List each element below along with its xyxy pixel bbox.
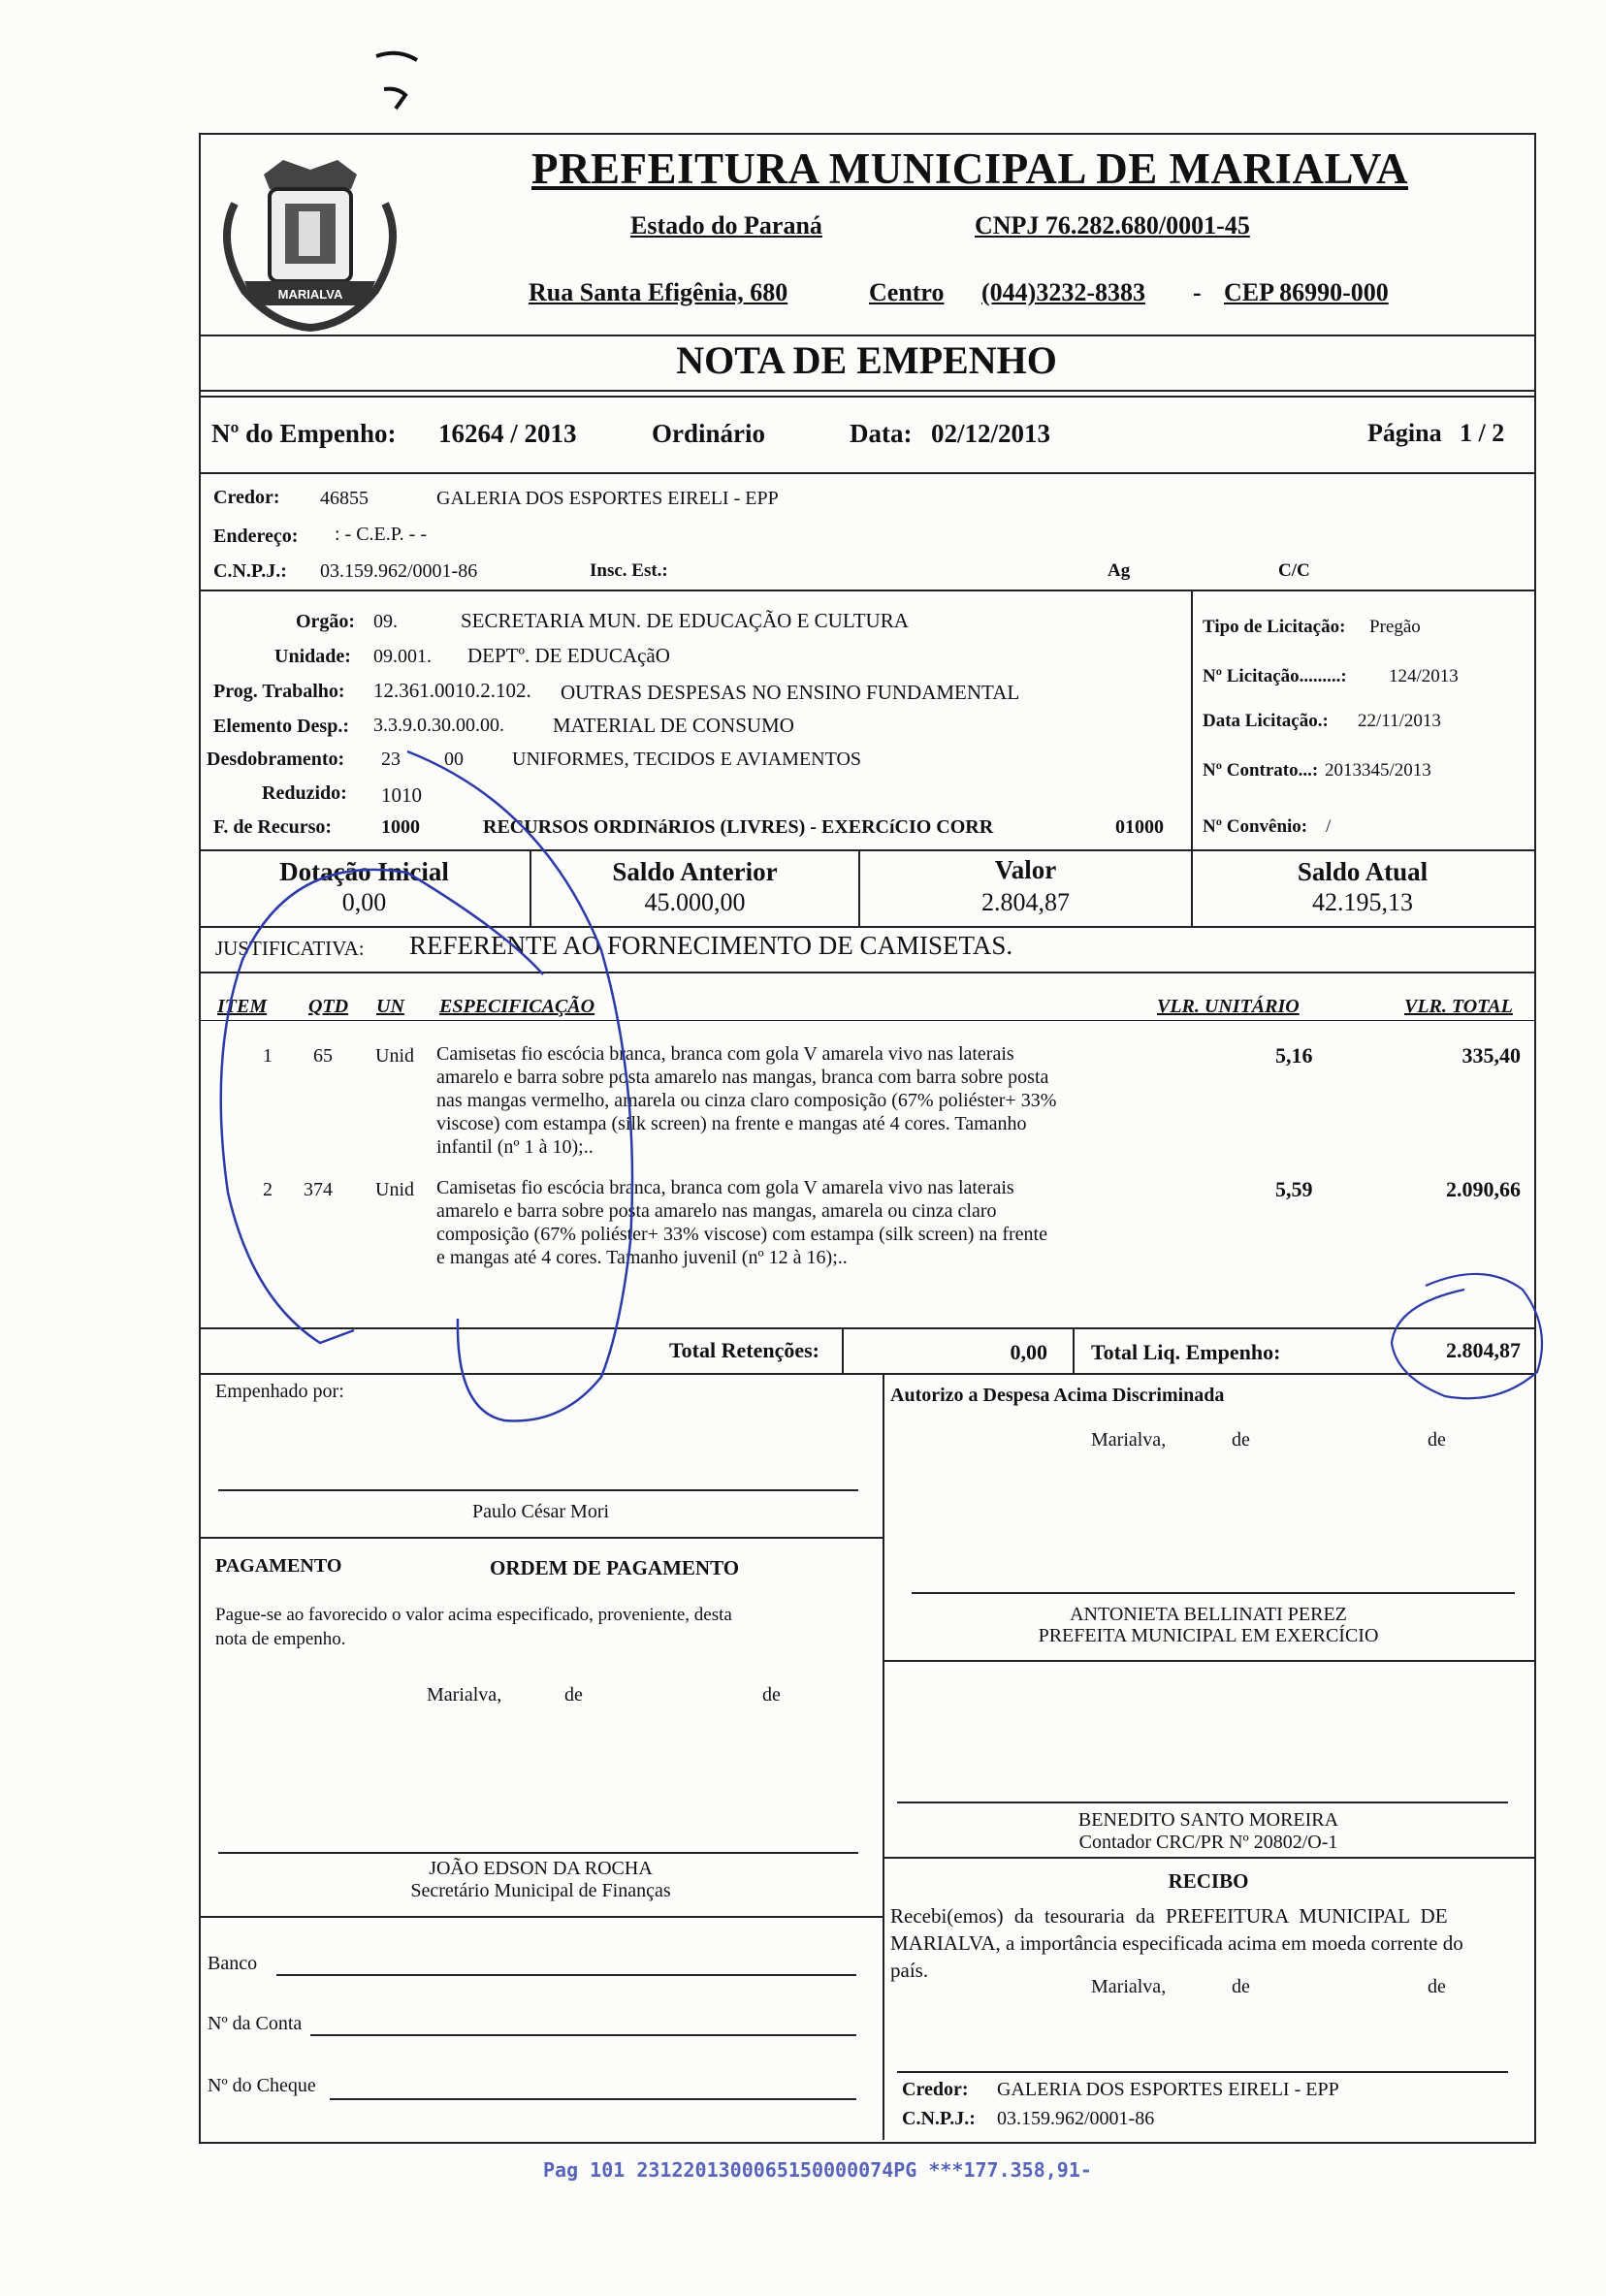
- prefeita-title: PREFEITA MUNICIPAL EM EXERCÍCIO: [1038, 1625, 1379, 1646]
- item-desc-line: amarelo e barra sobre posta amarelo nas mangas, amarela ou cinza claro: [436, 1200, 997, 1222]
- pague-de-2: de: [762, 1684, 781, 1706]
- data-licitacao-label: Data Licitação.:: [1203, 711, 1329, 731]
- header-district: Centro: [869, 278, 945, 306]
- state-name: Estado do Paraná: [630, 211, 822, 239]
- num-licitacao-value: 124/2013: [1389, 666, 1459, 686]
- credor-code: 46855: [320, 488, 369, 509]
- justificativa-label: JUSTIFICATIVA:: [215, 937, 365, 960]
- recibo-text-1: Recebi(emos) da tesouraria da PREFEITURA MUNICIPAL DE: [890, 1904, 1448, 1928]
- elemento-label: Elemento Desp.:: [213, 716, 349, 737]
- date-value: 02/12/2013: [931, 419, 1051, 448]
- item-unit: Unid: [375, 1179, 414, 1200]
- pague-text-1: Pague-se ao favorecido o valor acima especificado, proveniente, desta: [215, 1605, 732, 1625]
- pague-de-1: de: [564, 1684, 583, 1706]
- cnpj-value: 03.159.962/0001-86: [320, 560, 478, 582]
- empenhado-label: Empenhado por:: [215, 1381, 344, 1402]
- retencoes-value: 0,00: [1010, 1340, 1047, 1364]
- credor-name: GALERIA DOS ESPORTES EIRELI - EPP: [436, 488, 779, 509]
- mechanical-stamp: Pag 101 2312201300065150000074PG ***177.358,91-: [543, 2158, 1092, 2182]
- header-cep: CEP 86990-000: [1224, 278, 1389, 306]
- item-desc-line: e mangas até 4 cores. Tamanho juvenil (nº 12 à 16);..: [436, 1247, 848, 1268]
- pague-text-2: nota de empenho.: [215, 1629, 346, 1649]
- prog-code: 12.361.0010.2.102.: [373, 679, 531, 702]
- endereco-label: Endereço:: [213, 526, 299, 547]
- recurso-name: RECURSOS ORDINáRIOS (LIVRES) - EXERCíCIO CORR: [483, 816, 994, 838]
- desdobramento-label: Desdobramento:: [207, 749, 345, 770]
- orgao-label: Orgão:: [296, 611, 356, 632]
- pague-city: Marialva,: [427, 1684, 502, 1706]
- dotacao-label: Dotação Inicial: [279, 857, 449, 886]
- recurso-num: 01000: [1115, 816, 1164, 838]
- data-licitacao-value: 22/11/2013: [1358, 711, 1441, 731]
- date-label: Data:: [850, 419, 913, 448]
- item-qty: 65: [313, 1045, 333, 1067]
- item-desc-line: nas mangas vermelho, amarela ou cinza claro composição (67% poliéster+ 33%: [436, 1090, 1057, 1111]
- item-desc-line: Camisetas fio escócia branca, branca com gola V amarela vivo nas laterais: [436, 1043, 1014, 1065]
- page-label: Página: [1367, 419, 1442, 447]
- col-spec: ESPECIFICAÇÃO: [439, 996, 595, 1017]
- liq-empenho-label: Total Liq. Empenho:: [1091, 1340, 1281, 1364]
- autorizo-label: Autorizo a Despesa Acima Discriminada: [890, 1385, 1225, 1406]
- orgao-name: SECRETARIA MUN. DE EDUCAÇÃO E CULTURA: [461, 609, 909, 632]
- doc-title: NOTA DE EMPENHO: [676, 338, 1057, 382]
- elemento-code: 3.3.9.0.30.00.00.: [373, 715, 504, 736]
- cc-label: C/C: [1278, 560, 1310, 581]
- prog-label: Prog. Trabalho:: [213, 681, 345, 702]
- conta-label: Nº da Conta: [208, 2013, 303, 2034]
- col-un: UN: [376, 996, 404, 1017]
- recurso-label: F. de Recurso:: [213, 816, 333, 838]
- header-address: Rua Santa Efigênia, 680: [529, 278, 788, 306]
- empenho-type: Ordinário: [652, 419, 766, 448]
- num-licitacao-label: Nº Licitação.........:: [1203, 666, 1347, 686]
- endereco-value: : - C.E.P. - -: [335, 524, 427, 545]
- reduzido-value: 1010: [381, 783, 422, 807]
- credor-label: Credor:: [213, 487, 280, 508]
- desdobramento-code: 23: [381, 749, 401, 770]
- item-desc-line: amarelo e barra sobre posta amarelo nas mangas, branca com barra sobre posta: [436, 1067, 1049, 1088]
- prefeita-name: ANTONIETA BELLINATI PEREZ: [1070, 1604, 1347, 1625]
- elemento-name: MATERIAL DE CONSUMO: [553, 714, 794, 737]
- col-total-price: VLR. TOTAL: [1404, 996, 1513, 1017]
- saldo-atual-label: Saldo Atual: [1297, 857, 1429, 886]
- cnpj-label: C.N.P.J.:: [213, 560, 287, 582]
- cheque-label: Nº do Cheque: [208, 2075, 316, 2096]
- header-dash: -: [1193, 278, 1202, 306]
- secretario-title: Secretário Municipal de Finanças: [410, 1880, 671, 1901]
- recibo-text-2: MARIALVA, a importância especificada acima em moeda corrente do: [890, 1931, 1463, 1955]
- desdobramento-name: UNIFORMES, TECIDOS E AVIAMENTOS: [512, 749, 862, 770]
- ag-label: Ag: [1108, 560, 1131, 581]
- justificativa-text: REFERENTE AO FORNECIMENTO DE CAMISETAS.: [409, 931, 1013, 960]
- empenho-number: 16264 / 2013: [438, 419, 577, 448]
- item-total-price: 335,40: [1461, 1043, 1521, 1068]
- contador-name: BENEDITO SANTO MOREIRA: [1077, 1809, 1339, 1831]
- recibo-label: RECIBO: [1168, 1869, 1249, 1893]
- header-cnpj: CNPJ 76.282.680/0001-45: [975, 211, 1250, 239]
- dotacao-value: 0,00: [341, 888, 387, 916]
- pagamento-label: PAGAMENTO: [215, 1555, 342, 1577]
- item-desc-line: viscose) com estampa (silk screen) na frente e mangas até 4 cores. Tamanho: [436, 1113, 1027, 1134]
- convenio-label: Nº Convênio:: [1203, 816, 1308, 837]
- tipo-licitacao-label: Tipo de Licitação:: [1203, 617, 1346, 637]
- convenio-value: /: [1326, 816, 1332, 837]
- recurso-code: 1000: [381, 816, 420, 838]
- item-number: 1: [263, 1045, 273, 1067]
- unidade-name: DEPTº. DE EDUCAçãO: [467, 644, 670, 667]
- empenhado-name: Paulo César Mori: [471, 1501, 610, 1522]
- recibo-cnpj-value: 03.159.962/0001-86: [997, 2108, 1155, 2129]
- item-desc-line: Camisetas fio escócia branca, branca com gola V amarela vivo nas laterais: [436, 1177, 1014, 1198]
- unidade-label: Unidade:: [274, 646, 351, 667]
- recibo-de-1: de: [1232, 1976, 1250, 1997]
- item-unit-price: 5,16: [1275, 1043, 1313, 1068]
- svg-text:MARIALVA: MARIALVA: [277, 287, 343, 302]
- valor-label: Valor: [994, 855, 1057, 884]
- insc-label: Insc. Est.:: [590, 560, 668, 581]
- empenho-label: Nº do Empenho:: [211, 419, 397, 448]
- saldo-anterior-label: Saldo Anterior: [612, 857, 778, 886]
- page-value: 1 / 2: [1460, 419, 1505, 447]
- banco-label: Banco: [208, 1953, 258, 1974]
- autorizo-de-2: de: [1428, 1429, 1446, 1451]
- prog-name: OUTRAS DESPESAS NO ENSINO FUNDAMENTAL: [561, 681, 1020, 704]
- liq-empenho-value: 2.804,87: [1446, 1338, 1521, 1362]
- item-desc-line: composição (67% poliéster+ 33% viscose) com estampa (silk screen) na frente: [436, 1224, 1047, 1245]
- secretario-name: JOÃO EDSON DA ROCHA: [429, 1858, 653, 1879]
- prefeitura-title: PREFEITURA MUNICIPAL DE MARIALVA: [531, 144, 1409, 193]
- contrato-label: Nº Contrato...:: [1203, 760, 1319, 781]
- recibo-de-2: de: [1428, 1976, 1446, 1997]
- recibo-text-3: país.: [890, 1959, 929, 1982]
- orgao-code: 09.: [373, 611, 398, 632]
- item-number: 2: [263, 1179, 273, 1200]
- recibo-city: Marialva,: [1091, 1976, 1167, 1997]
- header-phone: (044)3232-8383: [981, 278, 1145, 306]
- item-unit: Unid: [375, 1045, 414, 1067]
- recibo-cnpj-label: C.N.P.J.:: [902, 2108, 976, 2129]
- tipo-licitacao-value: Pregão: [1369, 617, 1421, 637]
- saldo-anterior-value: 45.000,00: [644, 888, 746, 916]
- retencoes-label: Total Retenções:: [669, 1338, 819, 1362]
- unidade-code: 09.001.: [373, 646, 432, 667]
- contador-title: Contador CRC/PR Nº 20802/O-1: [1078, 1832, 1338, 1853]
- recibo-credor-value: GALERIA DOS ESPORTES EIRELI - EPP: [997, 2079, 1339, 2100]
- valor-value: 2.804,87: [981, 888, 1070, 916]
- recibo-credor-label: Credor:: [902, 2079, 969, 2100]
- col-unit-price: VLR. UNITÁRIO: [1157, 996, 1300, 1017]
- autorizo-city: Marialva,: [1091, 1429, 1167, 1451]
- ordem-label: ORDEM DE PAGAMENTO: [490, 1556, 740, 1579]
- contrato-value: 2013345/2013: [1325, 760, 1431, 781]
- item-desc-line: infantil (nº 1 à 10);..: [436, 1136, 594, 1158]
- desdobramento-sub: 00: [444, 749, 464, 770]
- reduzido-label: Reduzido:: [262, 782, 347, 804]
- item-total-price: 2.090,66: [1446, 1177, 1521, 1201]
- col-qtd: QTD: [308, 996, 349, 1017]
- item-qty: 374: [304, 1179, 333, 1200]
- autorizo-de-1: de: [1232, 1429, 1250, 1451]
- saldo-atual-value: 42.195,13: [1312, 888, 1413, 916]
- item-unit-price: 5,59: [1275, 1177, 1313, 1201]
- col-item: ITEM: [217, 996, 268, 1017]
